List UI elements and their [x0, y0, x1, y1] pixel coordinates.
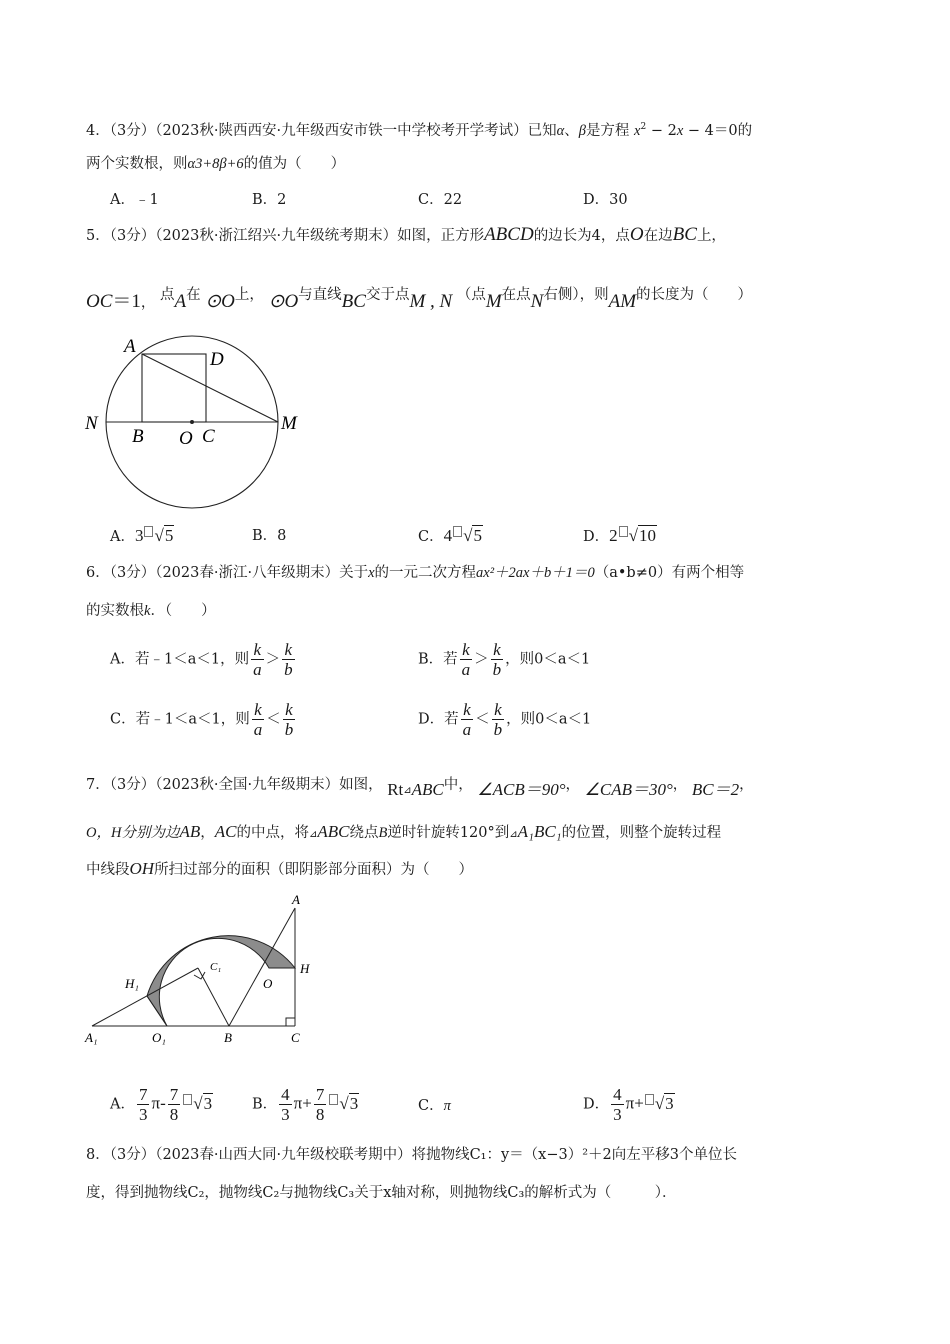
q7-line2-a: O，H分别为边 [86, 825, 180, 841]
square-abcd: ABCD [484, 224, 534, 245]
q4-expression: α3+8β+6 [187, 156, 244, 172]
q5-option-a: A．3 √5 [110, 526, 174, 545]
q6-text-b: 的一元二次方程 [374, 565, 477, 581]
circle-symbol: ⊙ [205, 291, 222, 312]
beta: β [578, 122, 586, 139]
pi: π [625, 1093, 635, 1113]
q4-text-b: 是方程 [585, 122, 630, 139]
q7-line3 [86, 859, 473, 880]
q7-line3-b: 所扫过部分的面积（即阴影部分面积）为（ ） [154, 862, 474, 878]
q5-option-b [252, 526, 286, 546]
side-bc: BC [672, 224, 697, 245]
q7-option-a: A． $\frac{7}{3}$ π- $\frac{7}{8}$ √3 [110, 1085, 213, 1124]
num: k [492, 700, 505, 720]
placeholder-box [144, 526, 153, 537]
label-b: B [224, 1030, 232, 1045]
lt: ＜ [475, 711, 490, 728]
segment-oh: OH [129, 859, 155, 878]
q4-option-d: D．30 [583, 192, 628, 208]
coef: 3 [134, 526, 144, 545]
label-m: M [281, 413, 297, 434]
opt-label: A． [110, 1096, 135, 1113]
point-b: B [378, 825, 388, 841]
q5-paren2: 右侧），则 [543, 287, 609, 303]
opt-label: B． [252, 1096, 278, 1113]
q7-line2-e: 的位置，则整个旋转过程 [561, 825, 722, 841]
q4-line2-b: 的值为（ ） [243, 156, 346, 172]
triangle-symbol: ⊿ [403, 785, 412, 796]
q6-line2-a: 的实数根 [86, 603, 144, 619]
q7-zhong: 中 [443, 777, 459, 793]
segment-am: AM [608, 291, 637, 312]
q5-zai: 在 [186, 287, 201, 303]
den: b [284, 720, 294, 739]
radicand: 5 [473, 526, 482, 545]
radicand: 5 [164, 526, 174, 545]
label-c: C [291, 1030, 300, 1045]
q7-line2 [86, 822, 721, 845]
comma: ， [200, 825, 215, 841]
q5-option-d: D．2 √10 [583, 526, 656, 545]
var-k: k [144, 603, 151, 619]
den: 3 [281, 1105, 290, 1124]
q7-option-c [418, 1096, 451, 1116]
opt-label: C． [418, 1098, 444, 1114]
num: k [461, 700, 474, 720]
point-n: N [439, 291, 453, 312]
q6-text: 6．（3分）（2023春·浙江·八年级期末）关于 [86, 565, 369, 581]
label-o: O [263, 976, 273, 991]
den: a [461, 660, 471, 679]
num: k [283, 700, 296, 720]
comma: ， [140, 295, 156, 311]
opt-label: D． [583, 1096, 610, 1113]
side-a1c1-line [92, 968, 198, 1026]
triangle-abc-2: ABC [317, 822, 350, 841]
circle-symbol-2: ⊙ [268, 291, 285, 312]
den: a [462, 720, 472, 739]
placeholder-box [183, 1094, 192, 1105]
eq-exp: 2 [640, 122, 647, 132]
label-a: A [124, 336, 136, 357]
point-a: A [174, 291, 187, 312]
den: b [493, 720, 503, 739]
opt-label: C．若﹣1＜a＜1，则 [110, 711, 250, 728]
num: 4 [613, 1085, 622, 1104]
q5-text: 5．（3分）（2023秋·浙江绍兴·九年级统考期末）如图，正方形 [86, 228, 485, 244]
oc-value: ＝1 [112, 291, 141, 312]
placeholder-box [453, 526, 462, 537]
num: 7 [315, 1085, 325, 1104]
q5-end: 的长度为（ ） [636, 287, 753, 303]
triangle-a1bc1: A₁BC₁ [517, 822, 562, 841]
angle-acb: ∠ACB＝90° [477, 780, 566, 799]
q8-line2: 度，得到抛物线C₂，抛物线C₂与抛物线C₃关于x轴对称，则抛物线C₃的解析式为（ ）． [86, 1185, 677, 1201]
var-x: x [368, 565, 375, 581]
den: 8 [315, 1105, 325, 1124]
label-d: D [210, 349, 224, 370]
line-bc: BC [341, 291, 366, 312]
q6-option-b [418, 640, 590, 679]
triangle-symbol-2: ⊿ [308, 829, 318, 840]
q4-text-c: 的 [737, 122, 753, 139]
eq-mid: − 2 [646, 122, 677, 139]
q5-line1 [86, 225, 726, 246]
opt-label: C． [418, 529, 444, 545]
q5-yu: 与直线 [298, 287, 342, 303]
q7-figure [80, 890, 330, 1060]
num: k [491, 640, 504, 660]
label-h1: H₁ [125, 976, 139, 991]
square-abcd-shape [142, 354, 206, 422]
opt-label: B．若 [418, 651, 458, 668]
q6-line2 [86, 601, 216, 621]
q5-shang: 上， [234, 287, 264, 303]
side-ac: AC [214, 822, 237, 841]
q7-line3-a: 中线段 [86, 862, 130, 878]
label-o: O [179, 428, 193, 449]
q7-line2-c: 绕点 [349, 825, 379, 841]
label-h: H [300, 961, 310, 976]
q4-line1 [86, 117, 752, 141]
q4-option-c: C．22 [418, 192, 463, 208]
num: 7 [169, 1085, 179, 1104]
q4-line2-a: 两个实数根，则 [86, 156, 188, 172]
num: 4 [281, 1085, 290, 1104]
q6-condition: （a•b≠0） [594, 565, 672, 581]
side-bc-value: BC＝2 [691, 780, 740, 799]
radicand: 10 [638, 526, 656, 545]
shaded-area [147, 936, 295, 1026]
radicand: 3 [349, 1093, 359, 1113]
label-c: C [202, 426, 215, 447]
gt: ＞ [474, 651, 489, 668]
den: a [253, 720, 263, 739]
q5-jiao: 交于点 [365, 287, 410, 303]
q7-line2-d: 逆时针旋转120°到 [387, 825, 510, 841]
num: k [251, 640, 264, 660]
pi: π [151, 1093, 161, 1113]
q5-figure [80, 330, 320, 515]
radicand: 3 [665, 1093, 674, 1113]
point-o: O [629, 224, 644, 245]
den: b [284, 660, 293, 679]
q6-option-a [110, 640, 297, 679]
opt-label: D． [583, 529, 610, 545]
q8-line1: 8．（3分）（2023春·山西大同·九年级校联考期中）将抛物线C₁：y＝（x−3）²＋2向左平移3个单位长 [86, 1147, 737, 1163]
num: k [252, 700, 265, 720]
point-o-3: O [284, 291, 299, 312]
q5-text-c: 在边 [643, 228, 673, 244]
eq-var: x [634, 122, 641, 139]
radicand: 3 [203, 1093, 213, 1113]
label-o1: O₁ [152, 1030, 166, 1045]
coef: 2 [609, 526, 618, 545]
q5-paren: （点 [456, 287, 486, 303]
gt: ＞ [265, 651, 281, 668]
den: 3 [138, 1105, 148, 1124]
segment-oc: OC [86, 291, 113, 312]
den: 8 [169, 1105, 179, 1124]
lt: ＜ [266, 711, 281, 728]
pi: π [293, 1093, 303, 1113]
q5-line2 [86, 282, 752, 316]
q4-option-b: B．2 [252, 192, 287, 208]
triangle-abc: ABC [411, 780, 444, 799]
label-n: N [85, 413, 98, 434]
eq-end: − 4＝0 [683, 122, 738, 139]
alpha: α [556, 122, 565, 139]
q4-sep: 、 [564, 122, 579, 139]
q4-line2 [86, 154, 345, 174]
den: b [492, 660, 502, 679]
center-dot [190, 420, 194, 424]
q7-line2-b: 的中点，将 [236, 825, 309, 841]
label-a: A [292, 892, 300, 907]
point-m-2: M [485, 291, 502, 312]
q7-option-d: D． $\frac{4}{3}$ π+ √3 [583, 1085, 674, 1124]
opt-tail: ，则0＜a＜1 [505, 651, 591, 668]
opt-label: B． [252, 528, 278, 544]
op: - [160, 1093, 166, 1113]
coef: 4 [443, 526, 453, 545]
op: + [302, 1093, 312, 1113]
op: + [634, 1093, 644, 1113]
rt: Rt [387, 780, 404, 799]
side-ab: AB [179, 822, 201, 841]
opt-value: π [443, 1098, 451, 1114]
num: k [282, 640, 295, 660]
triangle-symbol-3: ⊿ [509, 829, 518, 840]
q6-line2-b: ．（ ） [150, 603, 216, 619]
label-b: B [132, 426, 144, 447]
q7-line1: 7．（3分）（2023秋·全国·九年级期末）如图， $Rt_⊿ABC$中， ∠ACB＝90°， ∠CAB＝30°， BC＝2， [86, 777, 754, 799]
point-o-2: O [221, 291, 235, 312]
point-m: M [409, 291, 426, 312]
placeholder-box [329, 1094, 338, 1105]
label-a1: A₁ [85, 1030, 98, 1045]
q6-option-c [110, 700, 297, 739]
q5-dian: 点 [160, 287, 175, 303]
eq-var2: x [676, 122, 684, 139]
opt-label: A．若﹣1＜a＜1，则 [110, 651, 250, 668]
q5-option-c: C．4 √5 [418, 526, 482, 545]
q6-line1 [86, 563, 744, 583]
right-angle-c [286, 1018, 295, 1026]
q4-option-a: A．﹣1 [110, 192, 159, 208]
q7-option-b: B． $\frac{4}{3}$ π+ $\frac{7}{8}$ √3 [252, 1085, 359, 1124]
q5-text-d: 上， [696, 228, 726, 244]
num: 7 [138, 1085, 148, 1104]
comma-mn: , [425, 291, 440, 312]
num: k [460, 640, 473, 660]
label-c1: C₁ [210, 961, 222, 973]
opt-tail: ，则0＜a＜1 [506, 711, 592, 728]
q6-option-d [418, 700, 591, 739]
q5-zaidian: 在点 [501, 287, 531, 303]
point-n-2: N [530, 291, 544, 312]
q6-text-c: 有两个相等 [671, 565, 745, 581]
opt-label: D．若 [418, 711, 459, 728]
q6-equation: ax²＋2ax＋b＋1＝0 [476, 565, 595, 581]
placeholder-box [645, 1094, 654, 1105]
q7-text: 7．（3分）（2023秋·全国·九年级期末）如图， [86, 777, 383, 793]
q4-text: 4．（3分）（2023秋·陕西西安·九年级西安市铁一中学校考开学考试）已知 [86, 122, 557, 139]
placeholder-box [619, 526, 628, 537]
opt-label: A． [110, 529, 135, 545]
den: a [253, 660, 262, 679]
angle-cab: ∠CAB＝30° [584, 780, 673, 799]
q5-text-b: 的边长为4，点 [533, 228, 630, 244]
den: 3 [613, 1105, 622, 1124]
opt-value: 8 [277, 528, 287, 544]
